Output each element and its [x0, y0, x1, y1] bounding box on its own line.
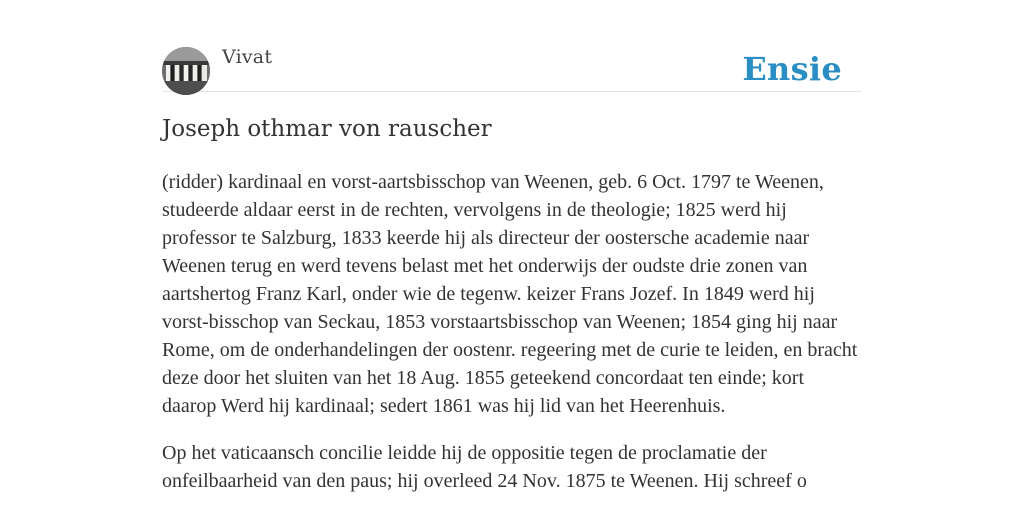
header — [162, 0, 862, 92]
article-paragraph: Op het vaticaansch concilie leidde hij de oppositie tegen de proclamatie der onfeilbaarheid van den paus; hij overleed 24 Nov. 1875 te Weenen. Hij schreef o — [162, 442, 807, 492]
article-title: Joseph othmar von rauscher — [162, 116, 492, 142]
article-paragraph: (ridder) kardinaal en vorst-aartsbisschop van Weenen, geb. 6 Oct. 1797 te Weenen, studeerde aldaar eerst in de rechten, vervolgens in de theologie; 1825 werd hij professor te Salzburg, 1833 keerde hij als directeur der oostersche academie naar Weenen terug en werd tevens belast met het onderwijs der oudste drie zonen van aartshertog Franz Karl, onder wie de tegenw. keizer Frans Jozef. In 1849 werd hij vorst-bisschop van Seckau, 1853 vorstaartsbisschop van Weenen; 1854 ging hij naar Rome, om de onderhandelingen der oostenr. regeering met de curie te leiden, en bracht deze door het sluiten van het 18 Aug. 1855 geteekend concordaat ten einde; kort daarop Werd hij kardinaal; sedert 1861 was hij lid van het Heerenhuis. — [162, 171, 858, 417]
source-name[interactable]: Vivat — [222, 46, 273, 68]
page-container — [162, 0, 862, 492]
brand-logo[interactable]: Ensie — [742, 50, 842, 88]
source-avatar[interactable] — [162, 47, 210, 95]
book-spines-icon — [162, 47, 210, 95]
article-body — [162, 168, 862, 512]
